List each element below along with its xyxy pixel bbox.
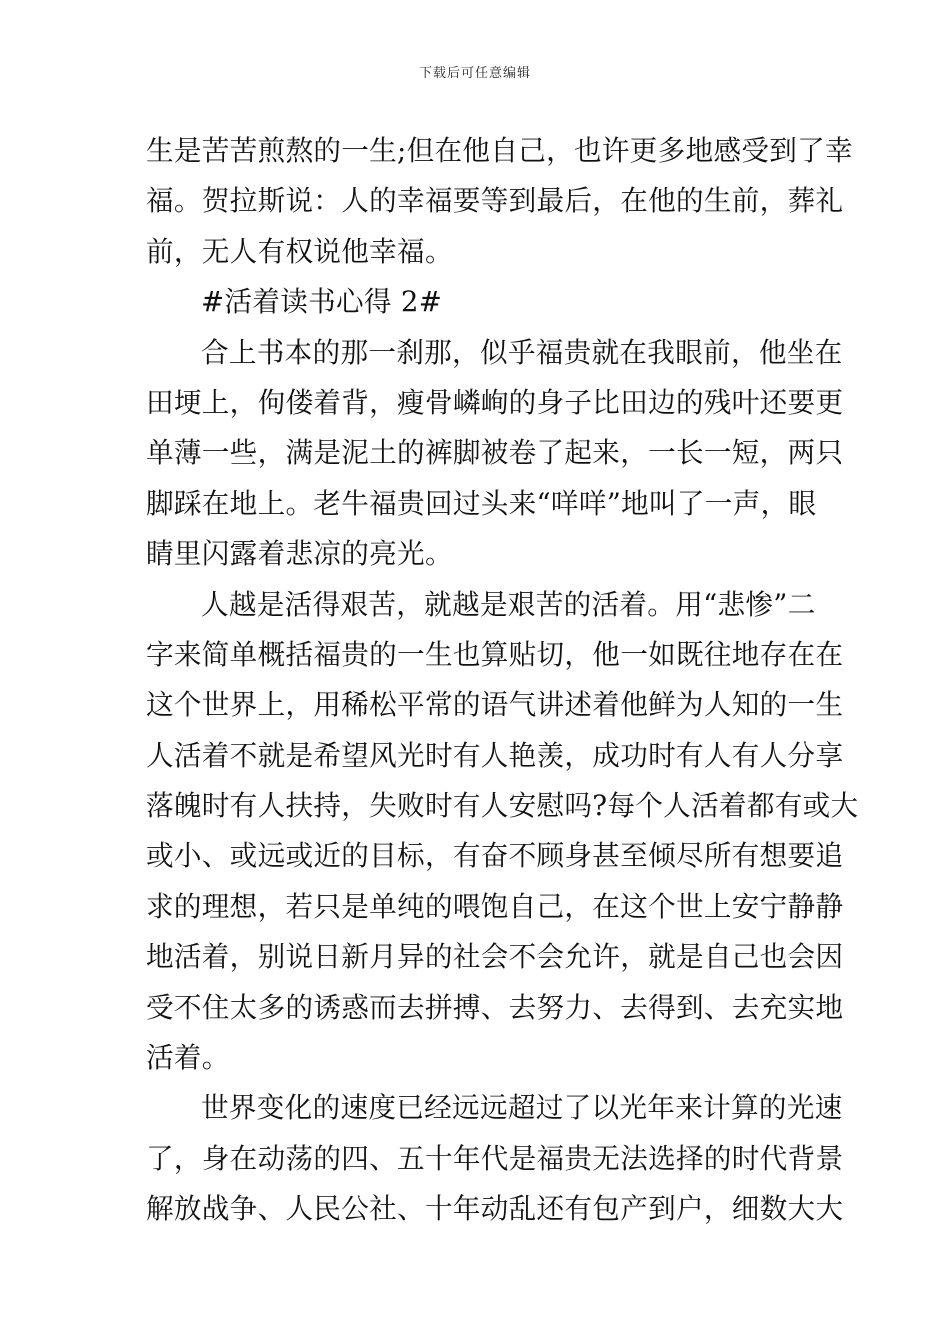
text-line: 或小、或远或近的目标，有奋不顾身甚至倾尽所有想要追 bbox=[146, 839, 844, 873]
document-body bbox=[146, 128, 859, 1237]
text-line: 求的理想，若只是单纯的喂饱自己，在这个世上安宁静静 bbox=[146, 889, 844, 923]
section-heading: #活着读书心得 2# bbox=[201, 285, 443, 319]
text-line: 前，无人有权说他幸福。 bbox=[146, 234, 453, 268]
text-line: 福。贺拉斯说：人的幸福要等到最后，在他的生前，葬礼 bbox=[146, 184, 844, 218]
text-line: 这个世界上，用稀松平常的语气讲述着他鲜为人知的一生 bbox=[146, 688, 844, 722]
text-line: 单薄一些，满是泥土的裤脚被卷了起来，一长一短，两只 bbox=[146, 436, 844, 470]
text-line: 合上书本的那一刹那，似乎福贵就在我眼前，他坐在 bbox=[201, 335, 843, 369]
text-line: 了，身在动荡的四、五十年代是福贵无法选择的时代背景 bbox=[146, 1141, 844, 1175]
text-line: 活着。 bbox=[146, 1041, 230, 1075]
text-line: 人越是活得艰苦，就越是艰苦的活着。用“悲惨”二 bbox=[201, 587, 816, 621]
text-line: 人活着不就是希望风光时有人艳羡，成功时有人有人分享 bbox=[146, 738, 844, 772]
page-header: 下载后可任意编辑 bbox=[418, 66, 531, 81]
text-line: 字来简单概括福贵的一生也算贴切，他一如既往地存在在 bbox=[146, 637, 844, 671]
text-line: 解放战争、人民公社、十年动乱还有包产到户，细数大大 bbox=[146, 1192, 844, 1226]
text-line: 地活着，别说日新月异的社会不会允许，就是自己也会因 bbox=[146, 940, 844, 974]
text-line: 脚踩在地上。老牛福贵回过头来“咩咩”地叫了一声，眼 bbox=[146, 486, 817, 520]
text-line: 落魄时有人扶持，失败时有人安慰吗?每个人活着都有或大 bbox=[146, 789, 859, 823]
text-line: 田埂上，佝偻着背，瘦骨嶙峋的身子比田边的残叶还要更 bbox=[146, 385, 844, 419]
text-line: 生是苦苦煎熬的一生;但在他自己，也许更多地感受到了幸 bbox=[146, 134, 853, 167]
text-line: 受不住太多的诱惑而去拼搏、去努力、去得到、去充实地 bbox=[146, 990, 844, 1024]
text-line: 睛里闪露着悲凉的亮光。 bbox=[146, 537, 453, 571]
text-line: 世界变化的速度已经远远超过了以光年来计算的光速 bbox=[201, 1091, 843, 1125]
